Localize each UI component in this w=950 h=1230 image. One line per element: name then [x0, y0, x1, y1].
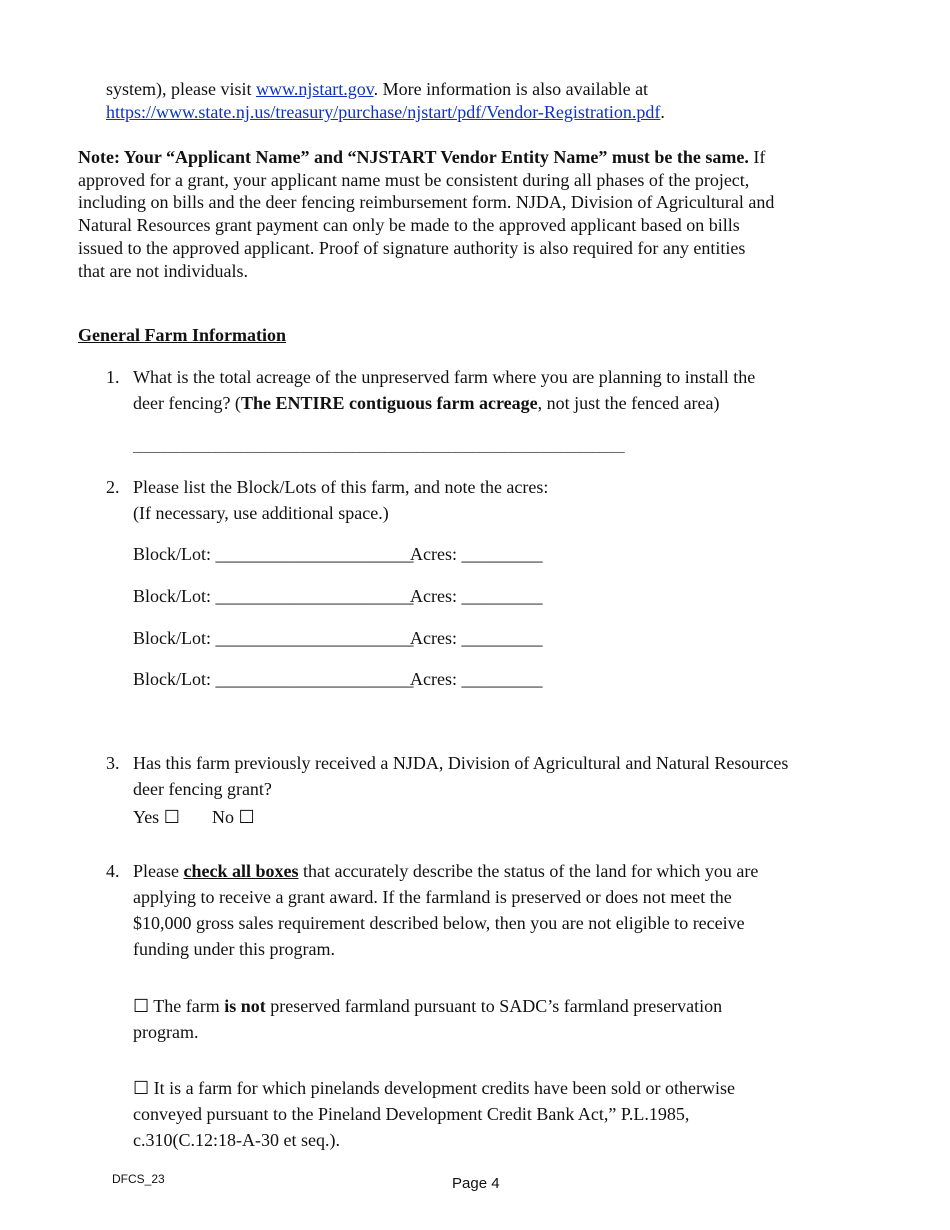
- q3-number: 3.: [106, 753, 120, 773]
- text: . More information is also available at: [373, 79, 649, 99]
- note-line-1: [78, 146, 765, 168]
- acres-field[interactable]: Acres: _________: [410, 628, 543, 648]
- block-lot-field[interactable]: Block/Lot: ______________________: [133, 669, 414, 689]
- opt2-line-3: c.310(C.12:18-A-30 et seq.).: [133, 1130, 340, 1150]
- block-lot-row: [133, 585, 543, 607]
- intro-line-1: [106, 78, 648, 100]
- text: , not just the fenced area): [537, 393, 720, 413]
- yes-checkbox[interactable]: Yes ☐: [133, 807, 180, 827]
- q2-line-1: Please list the Block/Lots of this farm, and note the acres:: [133, 477, 549, 497]
- vendor-registration-link[interactable]: https://www.state.nj.us/treasury/purchase/njstart/pdf/Vendor-Registration.pdf: [106, 102, 661, 122]
- note-line-4: Natural Resources grant payment can only be made to the approved applicant based on bills: [78, 215, 740, 235]
- note-bold: Note: Your “Applicant Name” and “NJSTART Vendor Entity Name” must be the same.: [78, 147, 749, 167]
- text: preserved farmland pursuant to SADC’s farmland preservation: [265, 996, 723, 1016]
- text: deer fencing? (: [133, 393, 241, 413]
- note-line-2: approved for a grant, your applicant name must be consistent during all phases of the project,: [78, 170, 750, 190]
- q4-line-3: $10,000 gross sales requirement described below, then you are not eligible to receive: [133, 913, 745, 933]
- note-line-5: issued to the approved applicant. Proof of signature authority is also required for any entities: [78, 238, 746, 258]
- not-preserved-checkbox[interactable]: [133, 995, 722, 1017]
- q1-acreage-blank[interactable]: ______________________________________________________________________________: [133, 439, 625, 454]
- acres-field[interactable]: Acres: _________: [410, 586, 543, 606]
- no-checkbox[interactable]: No ☐: [212, 807, 255, 827]
- note-line-3: including on bills and the deer fencing reimbursement form. NJDA, Division of Agricultural and: [78, 192, 775, 212]
- q2-number: 2.: [106, 477, 120, 497]
- q1-number: 1.: [106, 367, 120, 387]
- q4-line-2: applying to receive a grant award. If the farmland is preserved or does not meet the: [133, 887, 732, 907]
- block-lot-row: [133, 627, 543, 649]
- block-lot-row: [133, 668, 543, 690]
- block-lot-field[interactable]: Block/Lot: ______________________: [133, 586, 414, 606]
- q4-line-4: funding under this program.: [133, 939, 335, 959]
- acres-field[interactable]: Acres: _________: [410, 669, 543, 689]
- text: system), please visit: [106, 79, 256, 99]
- text: .: [660, 102, 665, 122]
- text: ☐ The farm: [133, 996, 225, 1016]
- q1-line-1: What is the total acreage of the unpreserved farm where you are planning to install the: [133, 367, 756, 387]
- opt2-line-2: conveyed pursuant to the Pineland Development Credit Bank Act,” P.L.1985,: [133, 1104, 690, 1124]
- intro-line-2: [106, 101, 665, 123]
- text-bold: check all boxes: [183, 861, 299, 881]
- block-lot-field[interactable]: Block/Lot: ______________________: [133, 544, 414, 564]
- pinelands-checkbox[interactable]: ☐ It is a farm for which pinelands development credits have been sold or otherwise: [133, 1078, 735, 1098]
- text: If: [748, 147, 766, 167]
- njstart-link[interactable]: www.njstart.gov: [255, 79, 374, 99]
- text: that accurately describe the status of the land for which you are: [298, 861, 759, 881]
- text-bold: is not: [224, 996, 266, 1016]
- page-number: Page 4: [452, 1175, 500, 1192]
- block-lot-row: [133, 543, 543, 565]
- q4-number: 4.: [106, 861, 120, 881]
- text-bold: The ENTIRE contiguous farm acreage: [240, 393, 538, 413]
- footer-code: DFCS_23: [112, 1172, 165, 1186]
- q2-line-2: (If necessary, use additional space.): [133, 503, 389, 523]
- section-title: General Farm Information: [78, 325, 286, 345]
- block-lot-field[interactable]: Block/Lot: ______________________: [133, 628, 414, 648]
- text: Please: [133, 861, 184, 881]
- opt1-line-2: program.: [133, 1022, 199, 1042]
- note-line-6: that are not individuals.: [78, 261, 248, 281]
- q1-line-2: [133, 392, 720, 414]
- acres-field[interactable]: Acres: _________: [410, 544, 543, 564]
- q3-line-2: deer fencing grant?: [133, 779, 272, 799]
- q3-line-1: Has this farm previously received a NJDA, Division of Agricultural and Natural Resources: [133, 753, 789, 773]
- q4-line-1: [133, 860, 758, 882]
